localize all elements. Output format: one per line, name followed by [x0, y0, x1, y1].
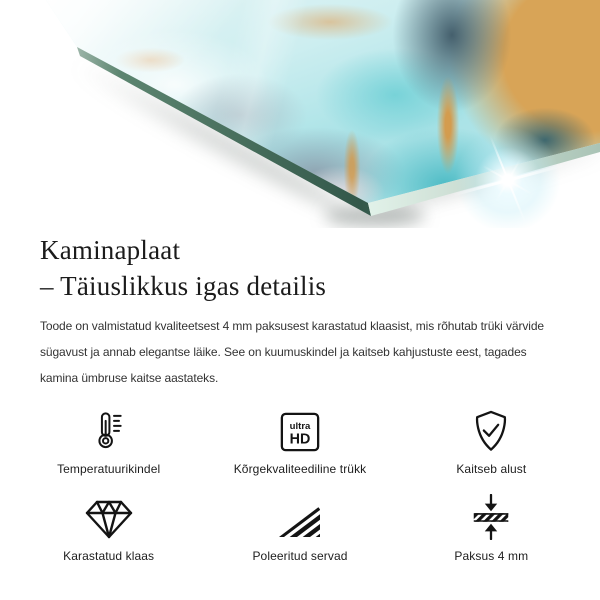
description-line: sügavust ja annab elegantse läike. See on kuumuskindel ja kaitseb kahjustuste eest, tagades	[40, 345, 527, 359]
ultra-hd-icon	[279, 407, 321, 453]
product-description-section	[0, 232, 600, 391]
feature-label: Poleeritud servad	[252, 549, 348, 563]
ultra-label: ultra	[289, 421, 311, 433]
product-image	[0, 0, 600, 228]
feature-temperature	[13, 407, 204, 476]
feature-label: Paksus 4 mm	[454, 549, 529, 563]
page-title-line2: – Täiuslikkus igas detailis	[40, 271, 327, 301]
feature-label: Temperatuurikindel	[57, 462, 161, 476]
feature-print-quality	[204, 407, 395, 476]
page-title-line1: Kaminaplaat	[40, 235, 181, 265]
polished-edges-icon	[276, 494, 324, 540]
shield-check-icon	[470, 407, 512, 453]
feature-tempered-glass	[13, 494, 204, 563]
feature-label: Karastatud klaas	[63, 549, 155, 563]
feature-label: Kaitseb alust	[456, 462, 527, 476]
thermometer-icon	[89, 407, 129, 453]
diamond-icon	[85, 494, 133, 540]
description-line: Toode on valmistatud kvaliteetsest 4 mm paksusest karastatud klaasist, mis rõhutab trüki värvide	[40, 319, 544, 333]
feature-polished-edges	[204, 494, 395, 563]
feature-grid	[13, 407, 587, 563]
page-title	[40, 232, 560, 304]
feature-label: Kõrgekvaliteediline trükk	[233, 462, 367, 476]
feature-protects-base	[396, 407, 587, 476]
thickness-arrows-icon	[469, 494, 513, 540]
description-line: kamina ümbruse kaitse aastateks.	[40, 371, 219, 385]
hd-label: HD	[289, 431, 311, 448]
feature-thickness	[396, 494, 587, 563]
product-description	[40, 313, 560, 391]
